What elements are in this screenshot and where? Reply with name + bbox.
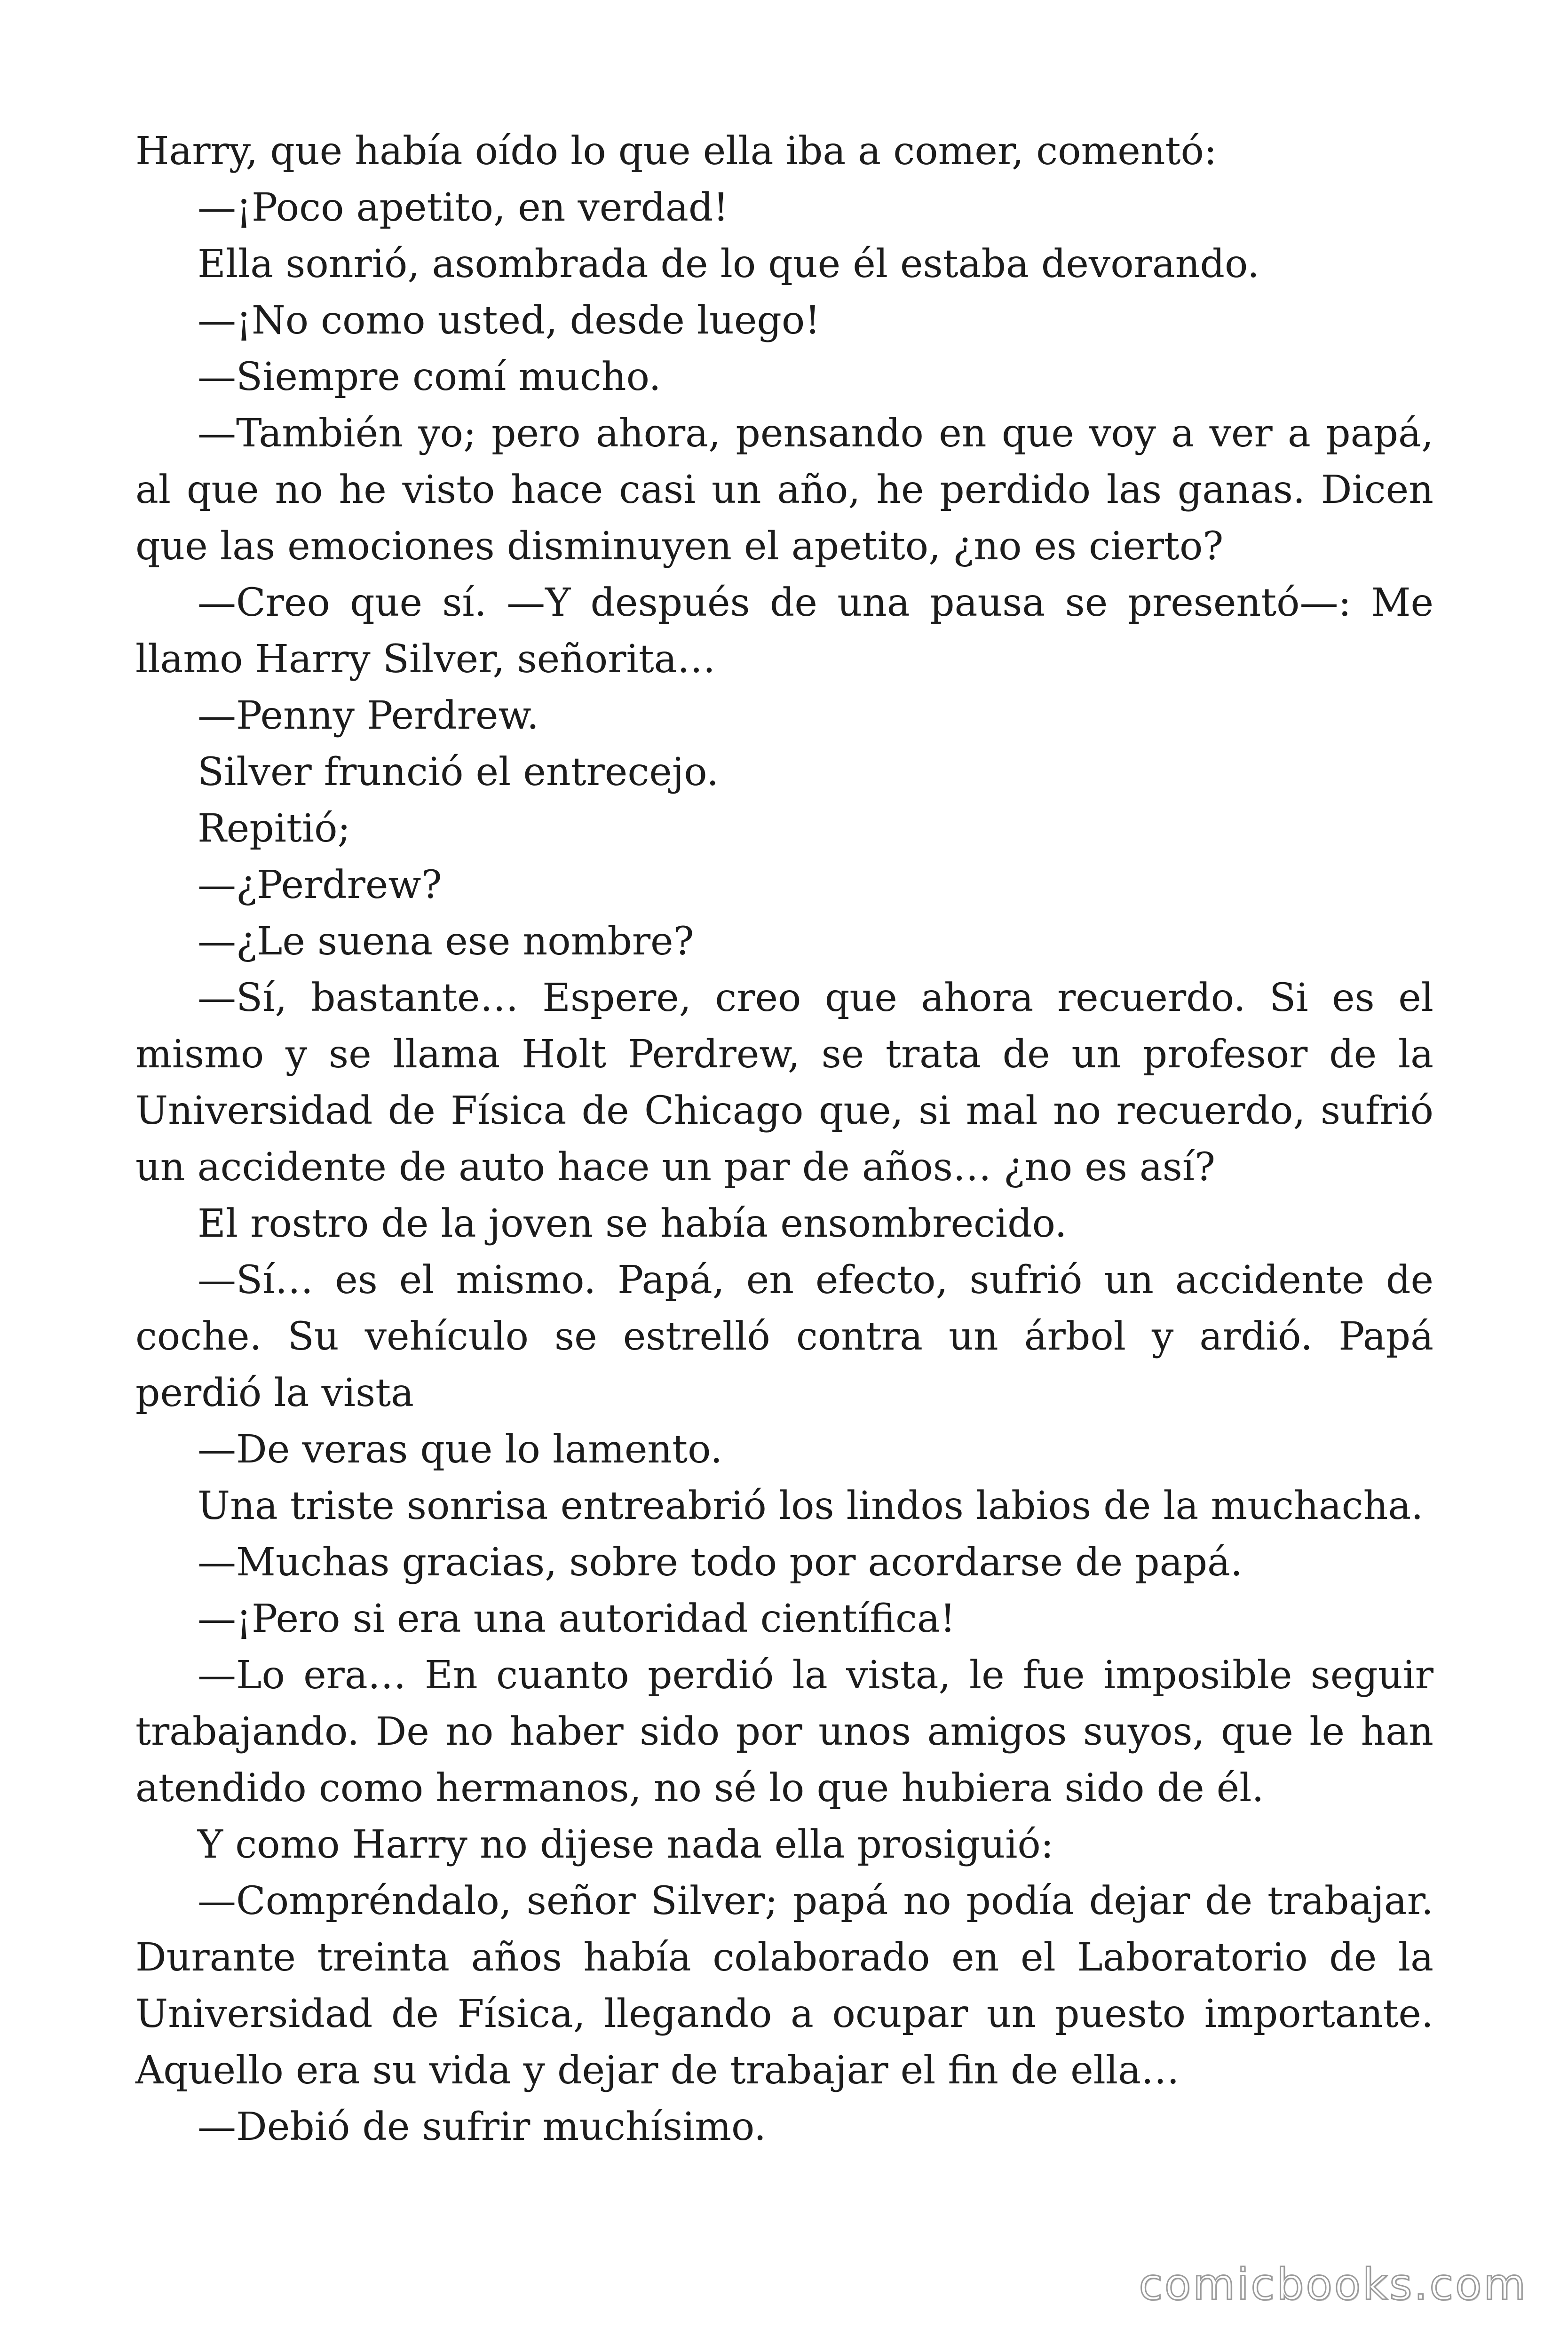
- paragraph: —Creo que sí. —Y después de una pausa se presentó—: Me llamo Harry Silver, señorita…: [135, 580, 1433, 682]
- paragraph: —Sí… es el mismo. Papá, en efecto, sufrió un accidente de coche. Su vehículo se estrelló contra un árbol y ardió. Papá perdió la vista: [135, 1258, 1433, 1415]
- paragraph: —Penny Perdrew.: [198, 693, 539, 738]
- paragraph: Repitió;: [198, 806, 351, 851]
- paragraph: Y como Harry no dijese nada ella prosiguió:: [198, 1822, 1054, 1867]
- paragraph: —Siempre comí mucho.: [198, 355, 661, 399]
- paragraph: —Compréndalo, señor Silver; papá no podía dejar de trabajar. Durante treinta años había colaborado en el Laboratorio de la Universidad de Física, llegando a ocupar un puesto importante. Aquello era su vida y dejar de trabajar el fin de ella…: [135, 1879, 1433, 2093]
- paragraph: —De veras que lo lamento.: [198, 1427, 723, 1472]
- paragraph: —¡No como usted, desde luego!: [198, 298, 821, 343]
- paragraph: Ella sonrió, asombrada de lo que él estaba devorando.: [198, 242, 1260, 286]
- paragraph: El rostro de la joven se había ensombrecido.: [198, 1201, 1067, 1246]
- paragraph: —Sí, bastante… Espere, creo que ahora recuerdo. Si es el mismo y se llama Holt Perdrew, se trata de un profesor de la Universidad de Física de Chicago que, si mal no recuerdo, sufrió un accidente de auto hace un par de años… ¿no es así?: [135, 976, 1433, 1190]
- paragraph: —¿Le suena ese nombre?: [198, 919, 694, 964]
- paragraph: —¿Perdrew?: [198, 863, 442, 907]
- paragraph: Silver frunció el entrecejo.: [198, 750, 719, 795]
- paragraph: —¡Pero si era una autoridad científica!: [198, 1597, 956, 1641]
- page-body: [135, 123, 1433, 2155]
- paragraph: —¡Poco apetito, en verdad!: [198, 185, 729, 230]
- paragraph: —Muchas gracias, sobre todo por acordarse de papá.: [198, 1540, 1243, 1585]
- paragraph: —También yo; pero ahora, pensando en que voy a ver a papá, al que no he visto hace casi un año, he perdido las ganas. Dicen que las emociones disminuyen el apetito, ¿no es cierto?: [135, 411, 1433, 569]
- watermark: comicbooks.com: [1139, 2259, 1528, 2310]
- paragraph: Harry, que había oído lo que ella iba a comer, comentó:: [135, 129, 1217, 174]
- paragraph: —Lo era… En cuanto perdió la vista, le fue imposible seguir trabajando. De no haber sido por unos amigos suyos, que le han atendido como hermanos, no sé lo que hubiera sido de él.: [135, 1653, 1433, 1811]
- paragraph: Una triste sonrisa entreabrió los lindos labios de la muchacha.: [198, 1484, 1424, 1528]
- paragraph: —Debió de sufrir muchísimo.: [198, 2105, 767, 2149]
